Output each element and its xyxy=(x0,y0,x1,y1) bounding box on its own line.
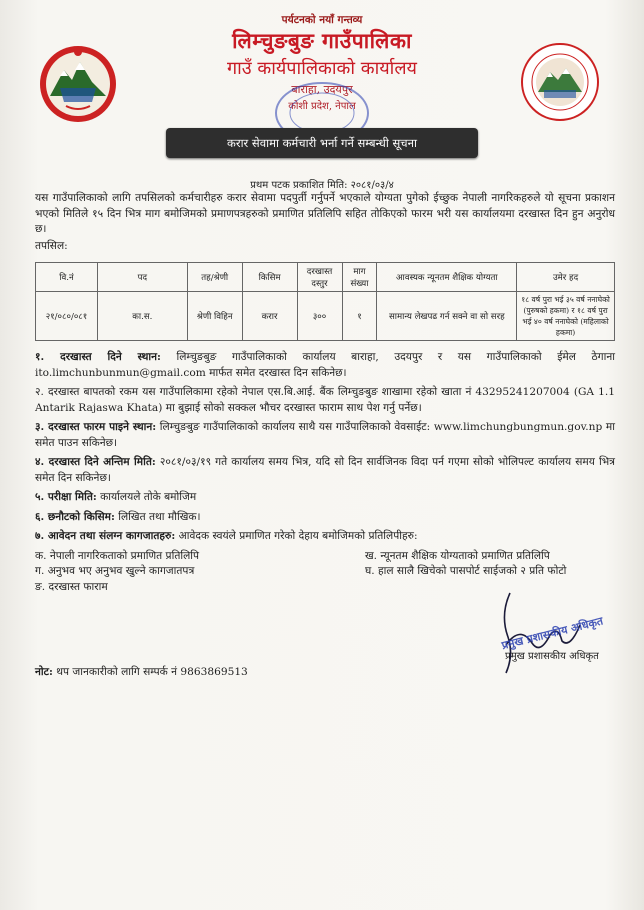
col-header-count: माग संख्या xyxy=(342,263,377,292)
item-3-label: ३. दरखास्त फारम पाइने स्थान: xyxy=(35,421,157,433)
col-header-post: पद xyxy=(97,263,187,292)
item-4-text: २०८१/०३/१९ गते कार्यालय समय भित्र, यदि सो दिन सार्वजिनक विदा पर्न गएमा सोको भोलिपल्ट कार्यालय समय भित्र समेत दिन सकिनेछ। xyxy=(35,456,615,484)
col-header-fee: दरखास्त दस्तुर xyxy=(297,263,342,292)
cell-age-limit: १८ वर्ष पुरा भई ३५ वर्ष ननाघेको (पुरुषको हकमा) र १८ वर्ष पुरा भई ४० वर्ष ननाघेको (महिलाको हकमा) xyxy=(517,292,615,341)
item-5 xyxy=(35,490,615,506)
item-2: २. दरखास्त बापतको रकम यस गाउँपालिकामा रहेको नेपाल एस.बि.आई. बैंक लिम्चुङबुङ शाखामा रहेको खाता नं 43295241207004 (GA 1.1 Antarik Rajaswa Khata) मा बुझाई सोको सक्कल भौचर दरखास्त फाराम साथ पेश गर्नु पर्नेछ। xyxy=(35,386,615,414)
item-7-text: आवेदक स्वयंले प्रमाणित गरेको देहाय बमोजिमको प्रतिलिपीहरु: xyxy=(178,530,418,542)
cell-qualification: सामान्य लेखपढ गर्न सक्ने वा सो सरह xyxy=(377,292,517,341)
publication-date: प्रथम पटक प्रकाशित मिति: २०८१/०३/४ xyxy=(250,180,394,191)
cell-type: करार xyxy=(242,292,297,341)
item-5-label: ५. परीक्षा मिति: xyxy=(35,491,97,503)
item-7 xyxy=(35,529,615,545)
col-header-qualification: आवस्यक न्यूनतम शैक्षिक योग्यता xyxy=(377,263,517,292)
address-line-1: बाराहा, उदयपुर xyxy=(291,83,353,96)
cell-count: १ xyxy=(342,292,377,341)
doc-photo: घ. हाल सालै खिचेको पासपोर्ट साईजको २ प्रति फोटो xyxy=(365,565,567,577)
note-text: थप जानकारीको लागि सम्पर्क नं 9863869513 xyxy=(56,666,248,678)
item-5-text: कार्यालयले तोके बमोजिम xyxy=(100,491,197,503)
notice-title-banner: करार सेवामा कर्मचारी भर्ना गर्ने सम्बन्धी सूचना xyxy=(166,128,478,158)
item-6-text: लिखित तथा मौखिक। xyxy=(118,510,201,523)
item-7-label: ७. आवेदन तथा संलग्न कागजातहरु: xyxy=(35,530,176,542)
signer-stamp-text: प्रमुख प्रशासकीय अधिकृत xyxy=(500,614,605,653)
municipality-name: लिम्चुङबुङ गाउँपालिका xyxy=(232,28,412,53)
header-slogan: पर्यटनको नयाँ गन्तव्य xyxy=(281,14,363,26)
doc-citizenship: क. नेपाली नागरिकताको प्रमाणित प्रतिलिपि xyxy=(35,549,200,562)
notice-body xyxy=(35,350,615,595)
address-line-2: कोशी प्रदेश, नेपाल xyxy=(288,101,356,112)
item-3-text: लिम्चुङबुङ गाउँपालिकाको कार्यालय साथै यस गाउँपालिकाको वेवसाईट: www.limchungbungmun.gov.np मा समेत पाउन सकिनेछ। xyxy=(35,421,615,449)
doc-application-form: ङ. दरखास्त फाराम xyxy=(35,580,108,593)
office-name: गाउँ कार्यपालिकाको कार्यालय xyxy=(227,58,417,79)
col-header-type: किसिम xyxy=(242,263,297,292)
cell-serial: २१/०८०/०८१ xyxy=(36,292,98,341)
cell-post: का.स. xyxy=(97,292,187,341)
item-1-label: १. दरखास्त दिने स्थान: xyxy=(35,351,161,363)
contact-note xyxy=(35,665,248,679)
note-label: नोट: xyxy=(35,666,53,678)
doc-experience: ग. अनुभव भए अनुभव खुल्ने कागजातपत्र xyxy=(35,565,195,577)
table-header-row xyxy=(36,263,615,292)
item-4-label: ४. दरखास्त दिने अन्तिम मिति: xyxy=(35,456,156,468)
col-header-level: तह/श्रेणी xyxy=(187,263,242,292)
table-row xyxy=(36,292,615,341)
docs-row-1 xyxy=(35,549,615,565)
details-label: तपसिल: xyxy=(35,240,68,252)
cell-fee: ३०० xyxy=(297,292,342,341)
col-header-serial: वि.नं xyxy=(36,263,98,292)
cell-level: श्रेणी विहिन xyxy=(187,292,242,341)
docs-row-2 xyxy=(35,564,615,580)
doc-qualification: ख. न्यूनतम शैक्षिक योग्यताको प्रमाणित प्रतिलिपि xyxy=(365,549,550,562)
vacancy-table xyxy=(35,262,615,341)
item-3 xyxy=(35,420,615,451)
item-6 xyxy=(35,510,615,526)
intro-paragraph: यस गाउँपालिकाको लागि तपसिलको कर्मचारीहरु करार सेवामा पदपुर्ती गर्नुपर्ने भएकाले योग्यता पुगेको ईच्छुक नेपाली नागरिकहरुले यो सूचना प्रकाशन भएको मितिले १५ दिन भित्र माग बमोजिमको प्रमाणपत्रहरुको प्रमाणित प्रतिलिपि सहित तोकिएको फारम भरी यस कार्यालयमा दरखास्त दिन हुन अनुरोध छ। xyxy=(35,192,615,235)
signer-title: प्रमुख प्रशासकीय अधिकृत xyxy=(505,651,599,662)
col-header-age-limit: उमेर हद xyxy=(517,263,615,292)
item-6-label: ६. छनौटको किसिम: xyxy=(35,510,115,523)
item-1-text: लिम्चुङबुङ गाउँपालिकाको कार्यालय बाराहा, उदयपुर र यस गाउँपालिकाको ईमेल ठेगाना ito.limchunbunmun@gmail.com मार्फत समेत दरखास्त दिन सकिनेछ। xyxy=(35,351,616,379)
item-4 xyxy=(35,455,615,486)
item-1 xyxy=(35,350,615,381)
